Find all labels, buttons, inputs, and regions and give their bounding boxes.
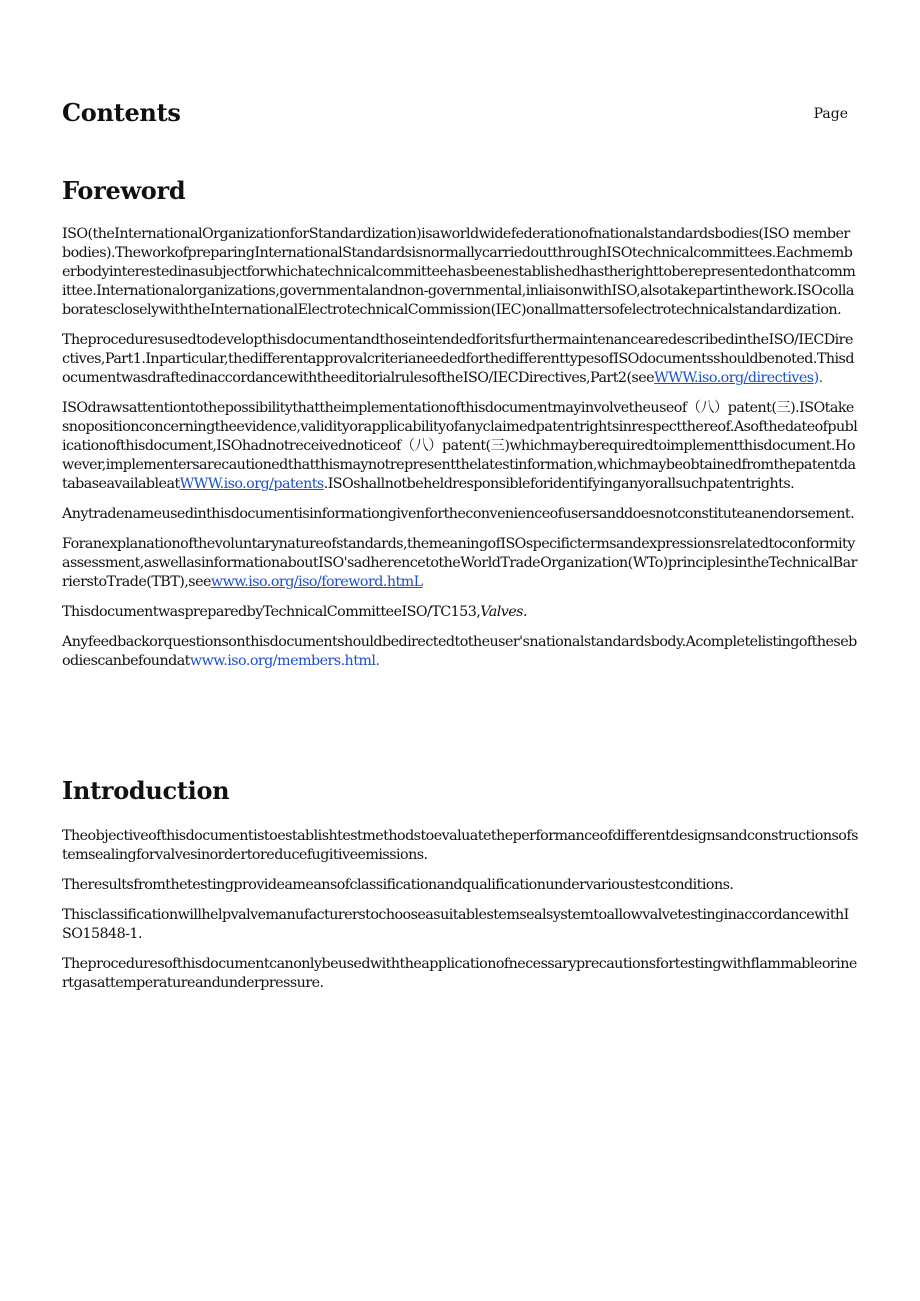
introduction-section bbox=[62, 776, 858, 1004]
foreword-paragraph-7 bbox=[62, 633, 858, 671]
foreword-link[interactable]: www.iso.org/iso/foreword.htmL bbox=[210, 574, 423, 590]
patents-link[interactable]: WWW.iso.org/patents bbox=[179, 476, 324, 492]
paragraph-tail: .ISOshallnotbeheldresponsibleforidentifyinganyorallsuchpatentrights. bbox=[323, 476, 795, 492]
foreword-title: Foreword bbox=[62, 176, 186, 205]
foreword-paragraph-1: ISO(theInternationalOrganizationforStandardization)isaworldwidefederationofnationalstandardsbodies(ISO memberbodies).TheworkofpreparingInternationalStandardsisnormallycarriedoutthroughISOtechnicalcommittees.Eachmemberbodyinterestedinasubjectforwhichatechnicalcommitteehasbeenestablishedhastherighttoberepresentedonthatcommittee.Internationalorganizations,governmentalandnon-governmental,inliaisonwithISO,alsotakepartinthework.ISOcollaboratescloselywiththeInternationalElectrotechnicalCommission(IEC)onallmattersofelectrotechnicalstandardization. bbox=[62, 226, 856, 318]
paragraph-text: TheproceduresusedtodevelopthisdocumentandthoseintendedforitsfurthermaintenancearedescribedintheISO/IECDirectives,Part1.Inparticular,thedifferentapprovalcriterianeededforthedifferenttypesofISOdocumentsshouldbenoted.ThisdocumentwasdraftedinaccordancewiththeeditorialrulesoftheISO/IECDirectives,Part2(see bbox=[62, 332, 854, 386]
paragraph-tail: ). bbox=[813, 370, 823, 386]
introduction-paragraph-2: Theresultsfromthetestingprovideameansofclassificationandqualificationundervarioustestconditions. bbox=[62, 877, 734, 893]
foreword-paragraph-4: Anytradenameusedinthisdocumentisinformationgivenfortheconvenienceofusersanddoesnotconstituteanendorsement. bbox=[62, 506, 855, 522]
contents-title: Contents bbox=[62, 98, 181, 127]
foreword-paragraph-5 bbox=[62, 535, 858, 592]
contents-header bbox=[62, 98, 848, 128]
foreword-paragraph-3 bbox=[62, 399, 858, 494]
paragraph-text: Anyfeedbackorquestionsonthisdocumentshouldbedirectedtotheuser'snationalstandardsbody.Acompletelistingofthesebodiescanbefoundat bbox=[62, 634, 857, 669]
introduction-paragraph-4: Theproceduresofthisdocumentcanonlybeusedwiththeapplicationofnecessaryprecautionsfortestingwithflammableorinertgasattemperatureandunderpressure. bbox=[62, 956, 857, 991]
paragraph-text: ISOdrawsattentiontothepossibilitythattheimplementationofthisdocumentmayinvolvetheuseof（八）patent(三).ISOtakesnopositionconcerningtheevidence,validityorapplicabilityofanyclaimedpatentrightsinrespectthereof.Asofthedateofpublicationofthisdocument,ISOhadnotreceivednoticeof（八）patent(三)whichmayberequiredtoimplementthisdocument.However,implementersarecautionedthatthismaynotrepresentthelatestinformation,whichmaybeobtainedfromthepatentdatabaseavailableat bbox=[62, 400, 858, 492]
directives-link[interactable]: WWW.iso.org/directives bbox=[654, 370, 814, 386]
committee-name: Valves. bbox=[480, 604, 527, 620]
introduction-paragraph-3: ThisclassificationwillhelpvalvemanufacturerstochooseasuitablestemsealsystemtoallowvalvetestinginaccordancewithISO15848-1. bbox=[62, 907, 849, 942]
page-column-label: Page bbox=[813, 106, 848, 122]
paragraph-text: ThisdocumentwaspreparedbyTechnicalCommitteeISO/TC153, bbox=[62, 604, 481, 620]
introduction-title: Introduction bbox=[62, 776, 230, 805]
foreword-section bbox=[62, 176, 858, 682]
foreword-paragraph-2 bbox=[62, 331, 858, 388]
introduction-paragraph-1: Theobjectiveofthisdocumentistoestablishtestmethodstoevaluatetheperformanceofdifferentdesignsandconstructionsofstemsealingforvalvesinordertoreducefugitiveemissions. bbox=[62, 828, 858, 863]
paragraph-text: Foranexplanationofthevoluntarynatureofstandards,themeaningofISOspecifictermsandexpressionsrelatedtoconformityassessment,aswellasinformationaboutISO'sadherencetotheWorldTradeOrganization(WTo)principlesintheTechnicalBarrierstoTrade(TBT),see bbox=[62, 536, 857, 590]
members-link[interactable]: www.iso.org/members.html. bbox=[189, 653, 380, 669]
foreword-paragraph-6 bbox=[62, 603, 858, 622]
